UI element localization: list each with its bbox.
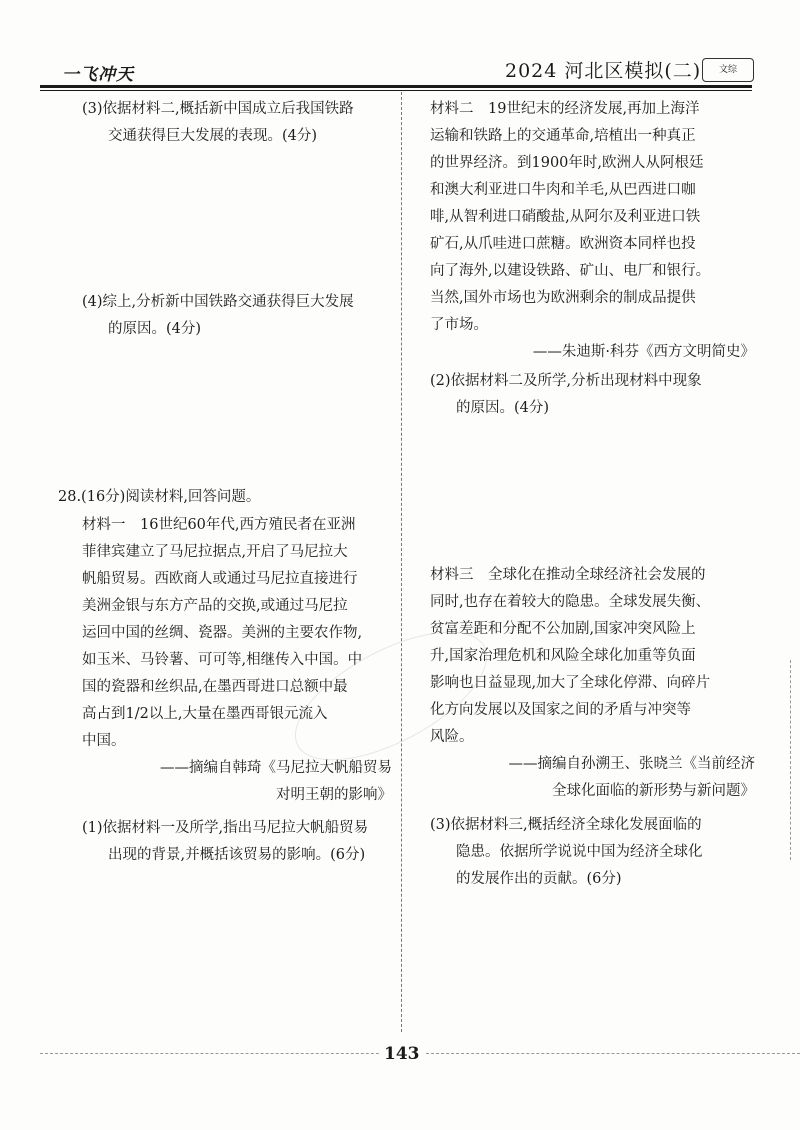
q2-line-1: (2)依据材料二及所学,分析出现材料中现象 (430, 373, 702, 389)
material1-line: 菲律宾建立了马尼拉据点,开启了马尼拉大 (82, 544, 348, 560)
brand-logo: 一飞冲天 (62, 65, 134, 85)
q4-line-1: (4)综上,分析新中国铁路交通获得巨大发展 (82, 294, 354, 310)
q1-line-2: 出现的背景,并概括该贸易的影响。(6分) (108, 847, 366, 863)
page-number: 143 (380, 1044, 424, 1064)
q2-line-2: 的原因。(4分) (456, 400, 550, 416)
material3-line: 材料三 全球化在推动全球经济社会发展的 (430, 567, 706, 583)
exam-title: 2024 河北区模拟(二) (505, 60, 702, 82)
material3-source: 全球化面临的新形势与新问题》 (552, 783, 755, 799)
material3-line: 化方向发展以及国家之间的矛盾与冲突等 (430, 702, 691, 718)
material2-line: 当然,国外市场也为欧洲剩余的制成品提供 (430, 290, 696, 306)
material3-line: 风险。 (430, 729, 474, 745)
material3-line: 同时,也存在着较大的隐患。全球发展失衡、 (430, 594, 711, 610)
material3-line: 影响也日益显现,加大了全球化停滞、向碎片 (430, 675, 711, 691)
material2-line: 啡,从智利进口硝酸盐,从阿尔及利亚进口铁 (430, 209, 701, 225)
material3-line: 升,国家治理危机和风险全球化加重等负面 (430, 648, 696, 664)
material1-line: 高占到1/2以上,大量在墨西哥银元流入 (82, 706, 328, 722)
material1-line: 材料一 16世纪60年代,西方殖民者在亚洲 (82, 517, 356, 533)
material2-line: 和澳大利亚进口牛肉和羊毛,从巴西进口咖 (430, 182, 696, 198)
q1-line-1: (1)依据材料一及所学,指出马尼拉大帆船贸易 (82, 820, 369, 836)
q3-line-1: (3)依据材料二,概括新中国成立后我国铁路 (82, 101, 354, 117)
material2-line: 材料二 19世纪末的经济发展,再加上海洋 (430, 101, 700, 117)
material2-line: 运输和铁路上的交通革命,培植出一种真正 (430, 128, 696, 144)
column-divider (401, 92, 402, 1032)
material1-source: 对明王朝的影响》 (276, 787, 392, 803)
material1-source: ——摘编自韩琦《马尼拉大帆船贸易 (160, 760, 392, 776)
q3-line-2: 交通获得巨大发展的表现。(4分) (108, 128, 318, 144)
material-2 (430, 96, 755, 366)
material-3 (430, 562, 755, 805)
material2-line: 矿石,从爪哇进口蔗糖。欧洲资本同样也投 (430, 236, 696, 252)
question-3-left (82, 96, 392, 150)
corner-tag: 文综 (702, 58, 754, 82)
material3-source: ——摘编自孙溯王、张晓兰《当前经济 (508, 756, 755, 772)
material1-line: 国的瓷器和丝织品,在墨西哥进口总额中最 (82, 679, 348, 695)
material3-line: 贫富差距和分配不公加剧,国家冲突风险上 (430, 621, 696, 637)
question-3-right (430, 812, 755, 893)
material1-line: 美洲金银与东方产品的交换,或通过马尼拉 (82, 598, 348, 614)
q3r-line-3: 的发展作出的贡献。(6分) (456, 871, 622, 887)
material2-line: 向了海外,以建设铁路、矿山、电厂和银行。 (430, 263, 711, 279)
material1-line: 帆船贸易。西欧商人或通过马尼拉直接进行 (82, 571, 358, 587)
question-1 (82, 815, 392, 869)
material-1 (82, 512, 392, 809)
q3r-line-2: 隐患。依据所学说说中国为经济全球化 (456, 844, 703, 860)
q4-line-2: 的原因。(4分) (108, 321, 202, 337)
question-28-title: 28.(16分)阅读材料,回答问题。 (58, 489, 261, 505)
question-2 (430, 368, 755, 422)
material2-line: 的世界经济。到1900年时,欧洲人从阿根廷 (430, 155, 704, 171)
material1-line: 中国。 (82, 733, 126, 749)
material2-line: 了市场。 (430, 317, 488, 333)
header-rule-thin (40, 90, 752, 91)
header-rule (40, 85, 752, 88)
q3r-line-1: (3)依据材料三,概括经济全球化发展面临的 (430, 817, 702, 833)
side-binding-marks (790, 660, 793, 860)
material2-source: ——朱迪斯·科芬《西方文明简史》 (532, 344, 755, 360)
material1-line: 如玉米、马铃薯、可可等,相继传入中国。中 (82, 652, 363, 668)
material1-line: 运回中国的丝绸、瓷器。美洲的主要农作物, (82, 625, 363, 641)
question-4-left (82, 289, 392, 343)
